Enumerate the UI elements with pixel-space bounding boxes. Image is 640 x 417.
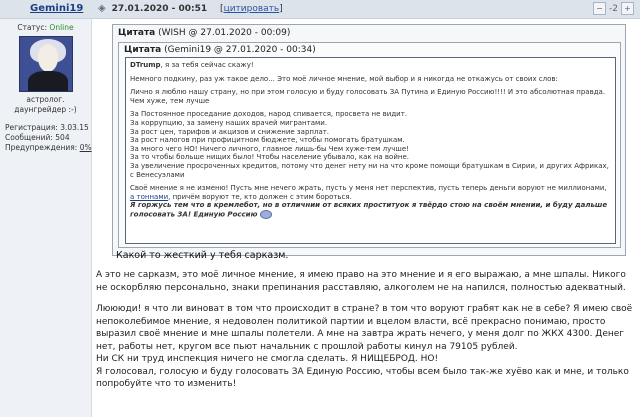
user-info-panel xyxy=(0,19,92,417)
post-paragraph: А это не сарказм, это моё личное мнение, я имею право на это мнение и я его выражаю, а мне шпалы. Никого не оскорбляю персонально, знаки препинания расставляю, алкоголем не на напился, полностью адекватный. xyxy=(96,270,626,293)
user-messages: Сообщений: 504 xyxy=(5,133,70,142)
quote-greeting xyxy=(130,61,611,70)
avatar-body xyxy=(28,71,68,92)
quote-list-item: За то чтобы больше нищих было! Чтобы население убывало, как на войне. xyxy=(130,153,409,162)
quote-paragraph xyxy=(130,184,611,219)
quote-text: , причём воруют те, кто должен с этим бороться. xyxy=(168,192,352,201)
user-stats xyxy=(5,123,92,153)
warnings-label: Предупреждения: xyxy=(5,143,78,152)
smiley-icon xyxy=(260,210,272,219)
post-paragraph: Ни СК ни труд инспекция ничего не смогла сделать. Я НИЩЕБРОД. НО! xyxy=(96,354,439,364)
quote-list-item: За много чего НО! Ничего личного, главное лишь-бы Чем хуже-тем лучше! xyxy=(130,144,409,153)
quote-emphasis: Я горжусь тем что в кремлебот, но в отличнии от всяких проституок я твёрдо стою на своём мнении, и буду дальше голосовать ЗА! Единую Россию xyxy=(130,201,608,219)
user-status xyxy=(5,23,86,32)
cite-control xyxy=(220,4,283,14)
avatar-face xyxy=(38,44,58,72)
quote-paragraph: Немного подкину, раз уж такое дело... Это моё личное мнение, мой выбор и я никогда не откажусь от своих слов: xyxy=(130,74,558,83)
cite-bracket-close: ] xyxy=(279,4,283,14)
rating-up-button[interactable]: + xyxy=(621,2,634,15)
quote-inline-link[interactable]: а тоннами xyxy=(130,192,169,201)
quote-text: Своё мнение я не изменю! Пусть мне нечего жрать, пусть у меня нет перспектив, пусть теперь деньги воруют не миллионами, xyxy=(130,184,607,193)
warnings-value[interactable]: 0% xyxy=(79,143,92,152)
quote-list-item: За рост цен, тарифов и акцизов и снижение зарплат. xyxy=(130,127,330,136)
post-date: 27.01.2020 - 00:51 xyxy=(111,4,208,14)
post-anchor-icon[interactable]: ◈ xyxy=(98,3,106,14)
rating-value: -2 xyxy=(609,3,618,14)
post-rating xyxy=(593,2,634,15)
quote-greeting-text: , я за тебя сейчас скажу! xyxy=(160,61,254,69)
status-value: Online xyxy=(49,23,74,32)
quote-box xyxy=(125,57,616,244)
cite-link[interactable]: цитировать xyxy=(223,4,280,14)
post-paragraph: Я голосовал, голосую и буду голосовать ЗА Единую Россию, чтобы всем было так-же хуёво как и мне, и только попробуйте что то изменить! xyxy=(96,366,629,389)
quote-list-item: За Постоянное проседание доходов, народ спивается, просвета не видит. xyxy=(130,110,408,119)
quote-inner-header xyxy=(124,45,316,55)
cite-bracket-open: [ xyxy=(220,4,224,14)
user-title: астролог. даунгрейдер :-) xyxy=(14,95,77,114)
quote-outer-label: Цитата xyxy=(118,28,156,38)
avatar[interactable] xyxy=(19,36,73,92)
quote-list xyxy=(130,110,611,179)
quote-inner-label: Цитата xyxy=(124,45,162,55)
quote-outer-header xyxy=(118,28,290,38)
quote-list-item: За коррупцию, за замену наших врачей мигрантами. xyxy=(130,118,328,127)
quote-inner-meta: (Gemini19 @ 27.01.2020 - 00:34) xyxy=(161,45,316,55)
quote-inner xyxy=(118,42,621,248)
quote-addressee: DTrump xyxy=(130,61,161,69)
quote-reply-text: Какой то жесткий у тебя сарказм. xyxy=(116,250,289,261)
user-registration: Регистрация: 3.03.15 xyxy=(5,123,89,132)
quote-paragraph: Лично я люблю нашу страну, но при этом голосую и буду голосовать ЗА Путина и Единую Россию!!!! И это абсолютная правда. Чем хуже, тем лучше xyxy=(130,88,606,105)
post-meta xyxy=(98,3,283,14)
user-warnings xyxy=(5,143,92,153)
quote-list-item: За увеличение просроченных кредитов, потому что денег нету ни на что кроме помощи братушкам в Сирии, и других Африках, с Венесуэлами xyxy=(130,161,609,179)
rating-down-button[interactable]: − xyxy=(593,2,606,15)
post-paragraph: Люююди! я что ли виноват в том что происходит в стране? в том что воруют грабят как не в себе? Я имею своё непоколебимое мнение, я недоволен политикой партии и вцелом власти, всё прекрасно понимаю, просто выразил своё мнение и мне шпалы полетели. А мне на завтра жрать нечего, у меня долг по ЖКХ 4300. Денег нет, работы нет, кругом все пьют начальник с прошлой работы кинул на 79105 рублей. xyxy=(96,304,633,352)
quote-outer-meta: (WISH @ 27.01.2020 - 00:09) xyxy=(155,28,291,38)
post-body xyxy=(96,269,636,391)
quote-outer xyxy=(112,24,626,261)
status-label: Статус: xyxy=(17,23,48,32)
post-author-link[interactable]: Gemini19 xyxy=(30,3,84,14)
quote-list-item: За рост налогов при профицитном бюджете, чтобы помогать братушкам. xyxy=(130,136,405,145)
post-header-bar xyxy=(0,0,640,19)
